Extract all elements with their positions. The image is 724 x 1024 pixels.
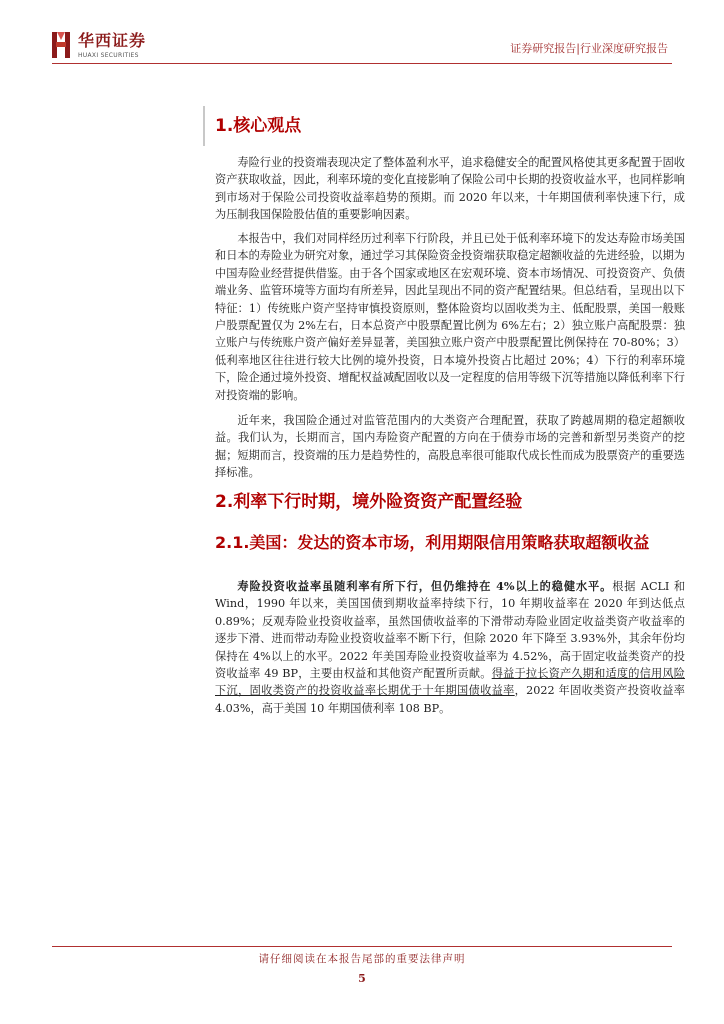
- page-number: 5: [358, 972, 366, 985]
- header-divider: [52, 63, 672, 64]
- brand-logo: [52, 30, 212, 66]
- report-type-label: 证券研究报告|行业深度研究报告: [510, 42, 668, 55]
- section-2-1-paragraph: [215, 578, 685, 717]
- paragraph-body-1: 根据 ACLI 和 Wind，1990 年以来，美国国债到期收益率持续下行，10 年期收益率在 2020 年到达低点 0.89%；反观寿险业投资收益率，虽然国债收益率的下滑带动寿险业固定收益类资产收益率的逐步下滑、进而带动寿险业投资收益率不断下行，但除 2020 年下降至 3.93%外，其余年份均保持在 4%以上的水平。2022 年美国寿险业投资收益率为 4.52%，高于固定收益类资产的投资收益率 49 BP，主要由权益和其他资产配置所贡献。: [215, 580, 686, 681]
- section-1-paragraph-2: 本报告中，我们对同样经历过利率下行阶段，并且已处于低利率环境下的发达寿险市场美国和日本的寿险业为研究对象，通过学习其保险资金投资端获取稳定超额收益的先进经验，以期为中国寿险业经营提供借鉴。由于各个国家或地区在宏观环境、资本市场情况、可投资资产、负债端业务、监管环境等方面均有所差异，因此呈现出不同的资产配置结果。但总结看，呈现出以下特征：1）传统账户资产坚持审慎投资原则，整体险资均以固收类为主、低配股票，美国一般账户股票配置仅为 2%左右，日本总资产中股票配置比例为 6%左右；2）独立账户高配股票：独立账户与传统账户资产偏好差异显著，美国独立账户资产中股票配置比例保持在 70-80%；3）低利率地区往往进行较大比例的境外投资，日本境外投资占比超过 20%；4）下行的利率环境下，险企通过境外投资、增配权益减配固收以及一定程度的信用等级下沉等措施以降低利率下行对投资端的影响。: [215, 232, 685, 402]
- logo-chinese-name: 华西证券: [78, 31, 147, 50]
- footer-divider: [52, 946, 672, 947]
- section-2-1-title: 2.1.美国：发达的资本市场，利用期限信用策略获取超额收益: [215, 533, 650, 552]
- legal-disclaimer-note: 请仔细阅读在本报告尾部的重要法律声明: [258, 953, 466, 965]
- huaxi-logo-icon: [52, 30, 72, 60]
- underlined-finding: 得益于拉长资产久期和适度的信用风险下沉，固收类资产的投资收益率长期优于十年期国债收益率: [215, 667, 685, 698]
- logo-english-name: HUAXI SECURITIES: [78, 52, 139, 59]
- section-1-paragraph-3: 近年来，我国险企通过对监管范围内的大类资产合理配置，获取了跨越周期的稳定超额收益。我们认为，长期而言，国内寿险资产配置的方向在于债券市场的完善和新型另类资产的挖掘；短期而言，投资端的压力是趋势性的，高股息率很可能取代成长性而成为股票资产的重要选择标准。: [215, 414, 685, 480]
- section-marker: [203, 106, 205, 146]
- section-2-title: 2.利率下行时期，境外险资资产配置经验: [215, 492, 523, 512]
- paragraph-body-2: ，2022 年固收类资产投资收益率 4.03%，高于美国 10 年期国债利率 108 BP。: [215, 684, 685, 715]
- key-finding-bold: 寿险投资收益率虽随利率有所下行，但仍维持在 4%以上的稳健水平。: [237, 579, 613, 593]
- section-1-title: 1.核心观点: [215, 116, 302, 136]
- section-1-paragraph-1: 寿险行业的投资端表现决定了整体盈利水平，追求稳健安全的配置风格使其更多配置于固收资产获取收益，因此，利率环境的变化直接影响了保险公司中长期的投资收益水平，也同样影响到市场对于保险公司投资收益率趋势的预期。而 2020 年以来，十年期国债利率快速下行，成为压制我国保险股估值的重要影响因素。: [215, 156, 685, 222]
- page-header: [0, 0, 724, 70]
